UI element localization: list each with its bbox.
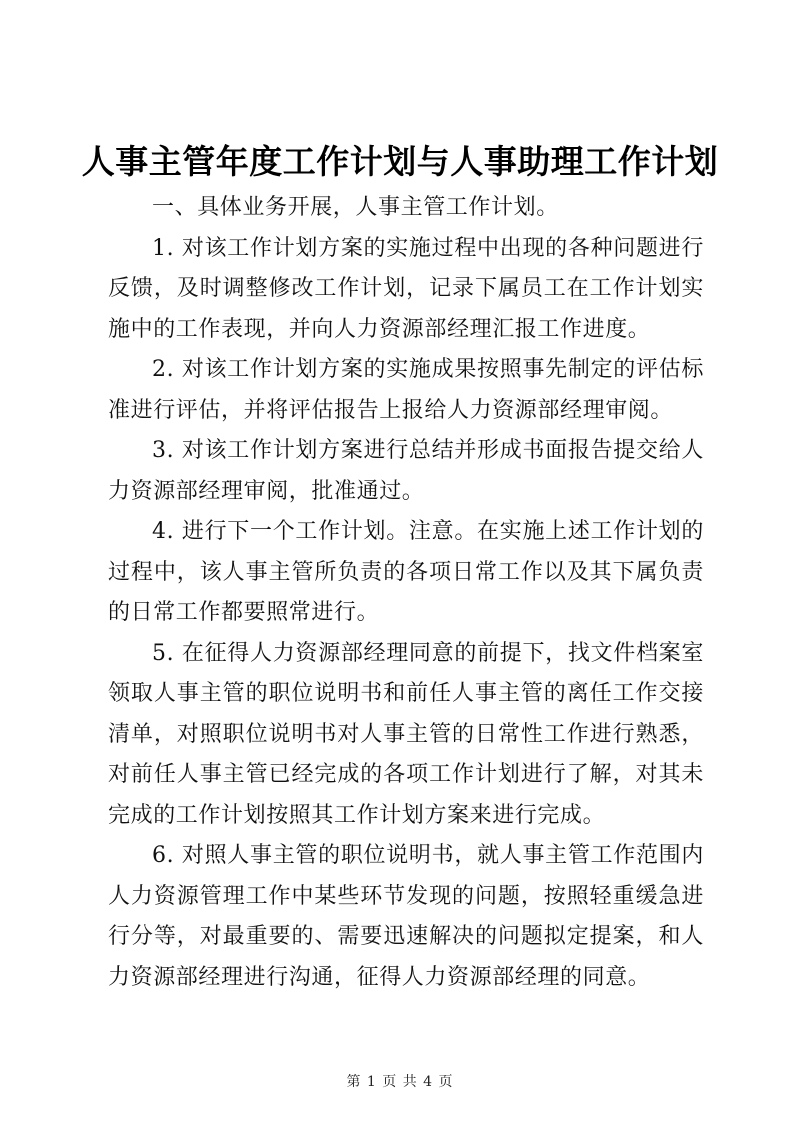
page-number-footer: 第 1 页 共 4 页 xyxy=(346,1074,454,1090)
paragraph-item-4: 4. 进行下一个工作计划。注意。在实施上述工作计划的过程中，该人事主管所负责的各项日常工作以及其下属负责的日常工作都要照常进行。 xyxy=(108,519,704,625)
document-title: 人事主管年度工作计划与人事助理工作计划 xyxy=(81,142,719,181)
paragraph-item-5: 5. 在征得人力资源部经理同意的前提下，找文件档案室领取人事主管的职位说明书和前任人事主管的离任工作交接清单，对照职位说明书对人事主管的日常性工作进行熟悉，对前任人事主管已经完成的各项工作计划进行了解，对其未完成的工作计划按照其工作计划方案来进行完成。 xyxy=(108,640,704,828)
paragraph-section-heading: 一、具体业务开展，人事主管工作计划。 xyxy=(152,195,559,220)
paragraph-item-2: 2. 对该工作计划方案的实施成果按照事先制定的评估标准进行评估，并将评估报告上报给人力资源部经理审阅。 xyxy=(108,357,704,423)
paragraph-item-6: 6. 对照人事主管的职位说明书，就人事主管工作范围内人力资源管理工作中某些环节发现的问题，按照轻重缓急进行分等，对最重要的、需要迅速解决的问题拟定提案，和人力资源部经理进行沟通，征得人力资源部经理的同意。 xyxy=(108,843,704,990)
paragraph-item-3: 3. 对该工作计划方案进行总结并形成书面报告提交给人力资源部经理审阅，批准通过。 xyxy=(108,438,704,504)
document-body xyxy=(108,188,704,998)
paragraph-item-1: 1. 对该工作计划方案的实施过程中出现的各种问题进行反馈，及时调整修改工作计划，记录下属员工在工作计划实施中的工作表现，并向人力资源部经理汇报工作进度。 xyxy=(108,235,704,342)
